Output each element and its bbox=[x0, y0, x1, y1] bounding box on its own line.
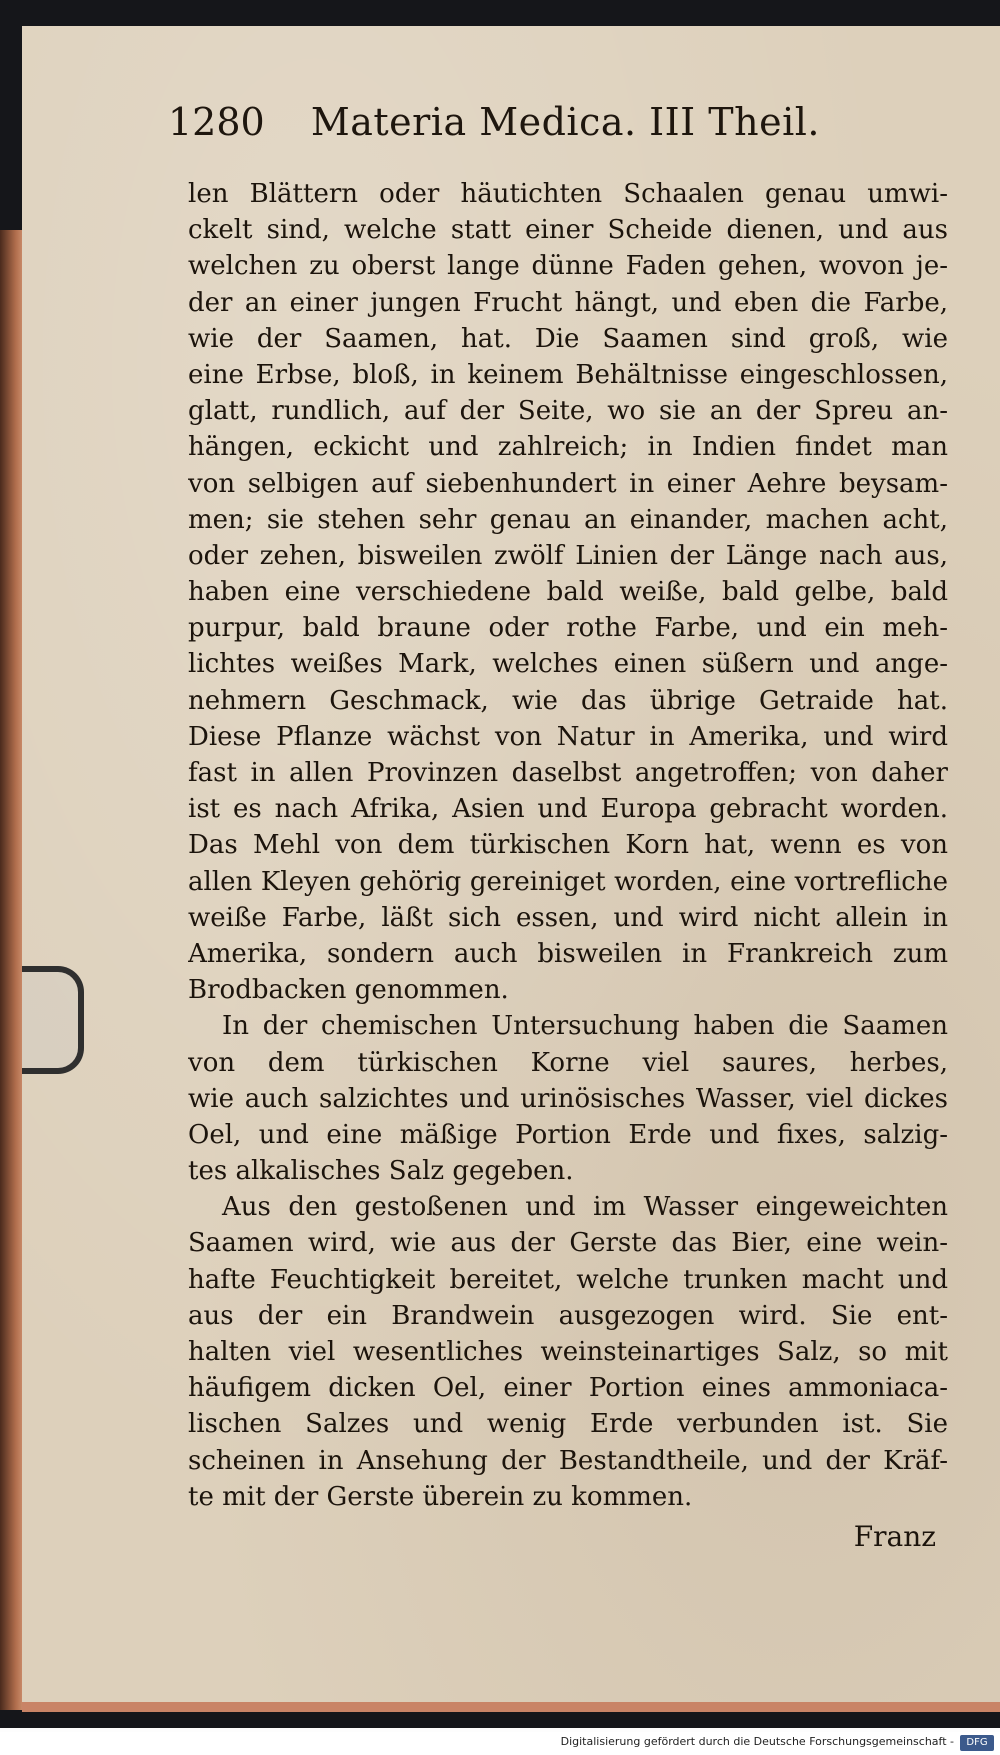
text-line: der an einer jungen Frucht hängt, und eben die Farbe, bbox=[188, 287, 948, 318]
text-line: men; sie stehen sehr genau an einander, machen acht, bbox=[188, 504, 948, 535]
text-line: Das Mehl von dem türkischen Korn hat, wenn es von bbox=[188, 830, 948, 861]
text-line: weiße Farbe, läßt sich essen, und wird nicht allein in bbox=[188, 902, 948, 933]
text-line: te mit der Gerste überein zu kommen. bbox=[188, 1481, 693, 1512]
text-line: glatt, rundlich, auf der Seite, wo sie an der Spreu an- bbox=[188, 396, 948, 427]
text-line: Oel, und eine mäßige Portion Erde und fixes, salzig- bbox=[188, 1119, 948, 1150]
catchword: Franz bbox=[853, 1520, 936, 1553]
text-line: lischen Salzes und wenig Erde verbunden ist. Sie bbox=[188, 1409, 948, 1440]
text-line: Brodbacken genommen. bbox=[188, 975, 509, 1006]
text-line: hängen, eckicht und zahlreich; in Indien findet man bbox=[188, 432, 948, 463]
text-line: von dem türkischen Korne viel saures, herbes, bbox=[188, 1047, 948, 1078]
text-line: In der chemischen Untersuchung haben die Saamen bbox=[222, 1011, 948, 1042]
text-line: tes alkalisches Salz gegeben. bbox=[188, 1156, 574, 1187]
footer-bar bbox=[0, 1732, 1000, 1755]
text-line: haben eine verschiedene bald weiße, bald gelbe, bald bbox=[188, 577, 948, 608]
text-line: Diese Pflanze wächst von Natur in Amerika, und wird bbox=[188, 721, 948, 752]
text-line: welchen zu oberst lange dünne Faden gehen, wovon je- bbox=[188, 251, 948, 282]
text-line: scheinen in Ansehung der Bestandtheile, und der Kräf- bbox=[188, 1445, 948, 1476]
funding-credit: Digitalisierung gefördert durch die Deutsche Forschungsgemeinschaft - bbox=[560, 1735, 954, 1748]
text-line: lichtes weißes Mark, welches einen süßern und ange- bbox=[188, 649, 948, 680]
text-line: Aus den gestoßenen und im Wasser eingeweichten bbox=[222, 1192, 948, 1223]
page-clip bbox=[22, 966, 84, 1074]
text-line: hafte Feuchtigkeit bereitet, welche trunken macht und bbox=[188, 1264, 948, 1295]
text-line: ist es nach Afrika, Asien und Europa gebracht worden. bbox=[188, 794, 948, 825]
text-line: eine Erbse, bloß, in keinem Behältnisse eingeschlossen, bbox=[188, 359, 948, 390]
text-line: wie der Saamen, hat. Die Saamen sind groß, wie bbox=[188, 323, 948, 354]
text-line: aus der ein Brandwein ausgezogen wird. Sie ent- bbox=[188, 1300, 948, 1331]
text-line: häufigem dicken Oel, einer Portion eines ammoniaca- bbox=[188, 1373, 948, 1404]
running-title: Materia Medica. III Theil. bbox=[310, 100, 820, 144]
text-line: von selbigen auf siebenhundert in einer Aehre beysam- bbox=[188, 468, 948, 499]
text-line: wie auch salzichtes und urinösisches Wasser, viel dickes bbox=[188, 1083, 948, 1114]
body-text bbox=[188, 176, 948, 1515]
text-line: allen Kleyen gehörig gereiniget worden, eine vortrefliche bbox=[188, 866, 948, 897]
text-line: ckelt sind, welche statt einer Scheide dienen, und aus bbox=[188, 215, 948, 246]
text-line: Saamen wird, wie aus der Gerste das Bier, eine wein- bbox=[188, 1228, 948, 1259]
text-line: Amerika, sondern auch bisweilen in Frankreich zum bbox=[188, 938, 948, 969]
page-header bbox=[168, 100, 868, 150]
text-line: nehmern Geschmack, wie das übrige Getraide hat. bbox=[188, 685, 948, 716]
text-line: fast in allen Provinzen daselbst angetroffen; von daher bbox=[188, 758, 948, 788]
text-line: oder zehen, bisweilen zwölf Linien der Länge nach aus, bbox=[188, 540, 948, 571]
text-line: halten viel wesentliches weinsteinartiges Salz, so mit bbox=[188, 1337, 948, 1367]
text-line: purpur, bald braune oder rothe Farbe, und ein meh- bbox=[188, 613, 948, 644]
dfg-logo-icon: DFG bbox=[960, 1735, 994, 1751]
page-number: 1280 bbox=[168, 100, 265, 144]
text-line: len Blättern oder häutichten Schaalen genau umwi- bbox=[188, 179, 948, 209]
